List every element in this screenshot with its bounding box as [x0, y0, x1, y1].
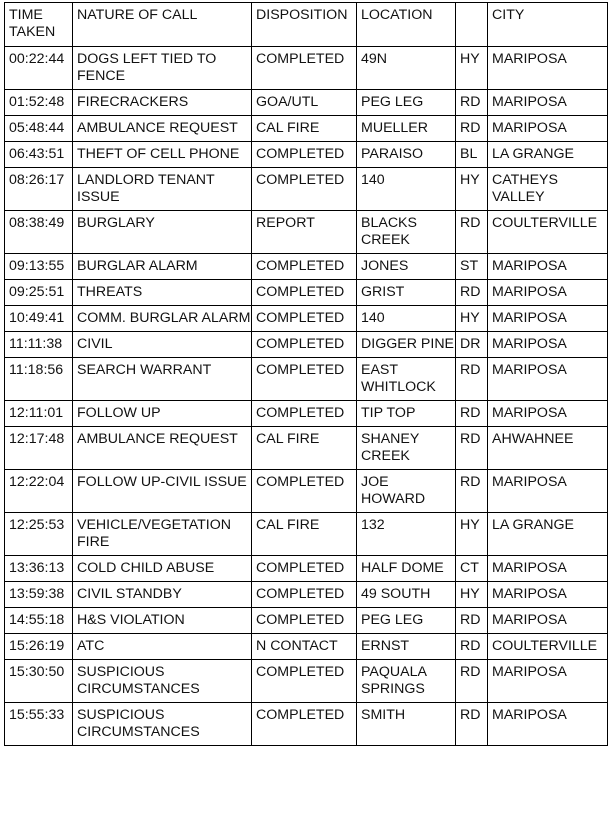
- cell-nature-of-call: FOLLOW UP-CIVIL ISSUE: [73, 470, 252, 513]
- cell-time-taken: 12:11:01: [5, 401, 73, 427]
- table-row: [5, 703, 608, 746]
- cell-time-taken: 11:18:56: [5, 358, 73, 401]
- cell-nature-of-call: DOGS LEFT TIED TO FENCE: [73, 47, 252, 90]
- cell-disposition: COMPLETED: [252, 280, 357, 306]
- table-row: [5, 168, 608, 211]
- cell-street-type: RD: [456, 703, 488, 746]
- cell-street-type: RD: [456, 660, 488, 703]
- cell-location: GRIST: [357, 280, 456, 306]
- cell-city: MARIPOSA: [488, 703, 608, 746]
- cell-nature-of-call: SEARCH WARRANT: [73, 358, 252, 401]
- cell-location: JONES: [357, 254, 456, 280]
- header-disposition: DISPOSITION: [252, 3, 357, 47]
- cell-time-taken: 12:17:48: [5, 427, 73, 470]
- cell-city: MARIPOSA: [488, 470, 608, 513]
- cell-city: MARIPOSA: [488, 358, 608, 401]
- cell-nature-of-call: ATC: [73, 634, 252, 660]
- cell-city: MARIPOSA: [488, 608, 608, 634]
- cell-disposition: COMPLETED: [252, 556, 357, 582]
- cell-city: MARIPOSA: [488, 254, 608, 280]
- cell-street-type: RD: [456, 211, 488, 254]
- cell-street-type: RD: [456, 90, 488, 116]
- cell-nature-of-call: CIVIL STANDBY: [73, 582, 252, 608]
- cell-location: HALF DOME: [357, 556, 456, 582]
- cell-location: SMITH: [357, 703, 456, 746]
- cell-time-taken: 08:26:17: [5, 168, 73, 211]
- cell-disposition: CAL FIRE: [252, 116, 357, 142]
- cell-disposition: COMPLETED: [252, 254, 357, 280]
- cell-disposition: COMPLETED: [252, 582, 357, 608]
- cell-disposition: COMPLETED: [252, 358, 357, 401]
- cell-street-type: HY: [456, 47, 488, 90]
- cell-disposition: COMPLETED: [252, 608, 357, 634]
- cell-time-taken: 10:49:41: [5, 306, 73, 332]
- cell-nature-of-call: COMM. BURGLAR ALARM: [73, 306, 252, 332]
- cell-city: MARIPOSA: [488, 660, 608, 703]
- cell-street-type: HY: [456, 582, 488, 608]
- cell-street-type: ST: [456, 254, 488, 280]
- cell-time-taken: 14:55:18: [5, 608, 73, 634]
- cell-time-taken: 09:13:55: [5, 254, 73, 280]
- cell-location: BLACKS CREEK: [357, 211, 456, 254]
- cell-time-taken: 12:25:53: [5, 513, 73, 556]
- cell-time-taken: 15:30:50: [5, 660, 73, 703]
- cell-time-taken: 13:59:38: [5, 582, 73, 608]
- table-row: [5, 358, 608, 401]
- cell-disposition: COMPLETED: [252, 660, 357, 703]
- cell-nature-of-call: COLD CHILD ABUSE: [73, 556, 252, 582]
- cell-nature-of-call: CIVIL: [73, 332, 252, 358]
- cell-street-type: RD: [456, 470, 488, 513]
- header-row: [5, 3, 608, 47]
- cell-location: TIP TOP: [357, 401, 456, 427]
- cell-street-type: RD: [456, 280, 488, 306]
- cell-disposition: COMPLETED: [252, 401, 357, 427]
- cell-nature-of-call: LANDLORD TENANT ISSUE: [73, 168, 252, 211]
- cell-disposition: COMPLETED: [252, 332, 357, 358]
- cell-street-type: RD: [456, 116, 488, 142]
- cell-disposition: COMPLETED: [252, 168, 357, 211]
- cell-city: COULTERVILLE: [488, 211, 608, 254]
- table-row: [5, 254, 608, 280]
- cell-street-type: RD: [456, 401, 488, 427]
- cell-location: PEG LEG: [357, 608, 456, 634]
- cell-nature-of-call: H&S VIOLATION: [73, 608, 252, 634]
- cell-location: PARAISO: [357, 142, 456, 168]
- header-nature-of-call: NATURE OF CALL: [73, 3, 252, 47]
- cell-time-taken: 13:36:13: [5, 556, 73, 582]
- cell-location: 140: [357, 306, 456, 332]
- cell-city: MARIPOSA: [488, 556, 608, 582]
- table-row: [5, 90, 608, 116]
- cell-time-taken: 08:38:49: [5, 211, 73, 254]
- cell-time-taken: 15:55:33: [5, 703, 73, 746]
- cell-nature-of-call: SUSPICIOUS CIRCUMSTANCES: [73, 660, 252, 703]
- cell-city: MARIPOSA: [488, 401, 608, 427]
- cell-city: CATHEYS VALLEY: [488, 168, 608, 211]
- cell-city: MARIPOSA: [488, 47, 608, 90]
- cell-time-taken: 05:48:44: [5, 116, 73, 142]
- cell-disposition: CAL FIRE: [252, 427, 357, 470]
- table-row: [5, 608, 608, 634]
- cell-disposition: REPORT: [252, 211, 357, 254]
- cell-street-type: RD: [456, 358, 488, 401]
- call-log-table: [4, 2, 608, 746]
- table-row: [5, 47, 608, 90]
- cell-location: PEG LEG: [357, 90, 456, 116]
- table-row: [5, 427, 608, 470]
- table-row: [5, 513, 608, 556]
- cell-city: MARIPOSA: [488, 90, 608, 116]
- cell-city: MARIPOSA: [488, 332, 608, 358]
- cell-disposition: N CONTACT: [252, 634, 357, 660]
- cell-time-taken: 12:22:04: [5, 470, 73, 513]
- cell-disposition: COMPLETED: [252, 703, 357, 746]
- table-row: [5, 211, 608, 254]
- cell-street-type: DR: [456, 332, 488, 358]
- cell-street-type: HY: [456, 513, 488, 556]
- cell-location: 49 SOUTH: [357, 582, 456, 608]
- cell-nature-of-call: AMBULANCE REQUEST: [73, 427, 252, 470]
- cell-location: 132: [357, 513, 456, 556]
- table-row: [5, 306, 608, 332]
- cell-disposition: GOA/UTL: [252, 90, 357, 116]
- cell-street-type: RD: [456, 608, 488, 634]
- cell-location: ERNST: [357, 634, 456, 660]
- cell-street-type: RD: [456, 427, 488, 470]
- cell-time-taken: 00:22:44: [5, 47, 73, 90]
- table-row: [5, 401, 608, 427]
- table-row: [5, 116, 608, 142]
- cell-nature-of-call: VEHICLE/VEGETATION FIRE: [73, 513, 252, 556]
- cell-disposition: COMPLETED: [252, 142, 357, 168]
- cell-nature-of-call: BURGLARY: [73, 211, 252, 254]
- header-city: CITY: [488, 3, 608, 47]
- cell-location: EAST WHITLOCK: [357, 358, 456, 401]
- table-row: [5, 142, 608, 168]
- cell-city: MARIPOSA: [488, 582, 608, 608]
- cell-street-type: HY: [456, 168, 488, 211]
- cell-street-type: RD: [456, 634, 488, 660]
- cell-time-taken: 06:43:51: [5, 142, 73, 168]
- table-row: [5, 332, 608, 358]
- table-row: [5, 634, 608, 660]
- cell-city: MARIPOSA: [488, 116, 608, 142]
- cell-street-type: HY: [456, 306, 488, 332]
- cell-nature-of-call: BURGLAR ALARM: [73, 254, 252, 280]
- cell-disposition: COMPLETED: [252, 306, 357, 332]
- cell-city: LA GRANGE: [488, 513, 608, 556]
- cell-location: SHANEY CREEK: [357, 427, 456, 470]
- cell-city: COULTERVILLE: [488, 634, 608, 660]
- cell-location: JOE HOWARD: [357, 470, 456, 513]
- cell-city: MARIPOSA: [488, 306, 608, 332]
- cell-location: DIGGER PINE: [357, 332, 456, 358]
- table-row: [5, 556, 608, 582]
- header-time-taken: TIME TAKEN: [5, 3, 73, 47]
- table-row: [5, 470, 608, 513]
- cell-street-type: BL: [456, 142, 488, 168]
- cell-location: MUELLER: [357, 116, 456, 142]
- cell-time-taken: 01:52:48: [5, 90, 73, 116]
- cell-disposition: CAL FIRE: [252, 513, 357, 556]
- cell-disposition: COMPLETED: [252, 470, 357, 513]
- cell-nature-of-call: THEFT OF CELL PHONE: [73, 142, 252, 168]
- cell-nature-of-call: FIRECRACKERS: [73, 90, 252, 116]
- cell-time-taken: 15:26:19: [5, 634, 73, 660]
- cell-disposition: COMPLETED: [252, 47, 357, 90]
- cell-nature-of-call: AMBULANCE REQUEST: [73, 116, 252, 142]
- cell-location: PAQUALA SPRINGS: [357, 660, 456, 703]
- cell-street-type: CT: [456, 556, 488, 582]
- cell-location: 140: [357, 168, 456, 211]
- cell-city: MARIPOSA: [488, 280, 608, 306]
- table-row: [5, 660, 608, 703]
- header-location: LOCATION: [357, 3, 456, 47]
- cell-nature-of-call: THREATS: [73, 280, 252, 306]
- header-street-type: [456, 3, 488, 47]
- cell-location: 49N: [357, 47, 456, 90]
- cell-time-taken: 09:25:51: [5, 280, 73, 306]
- cell-nature-of-call: FOLLOW UP: [73, 401, 252, 427]
- cell-time-taken: 11:11:38: [5, 332, 73, 358]
- cell-city: AHWAHNEE: [488, 427, 608, 470]
- table-row: [5, 280, 608, 306]
- cell-nature-of-call: SUSPICIOUS CIRCUMSTANCES: [73, 703, 252, 746]
- table-row: [5, 582, 608, 608]
- cell-city: LA GRANGE: [488, 142, 608, 168]
